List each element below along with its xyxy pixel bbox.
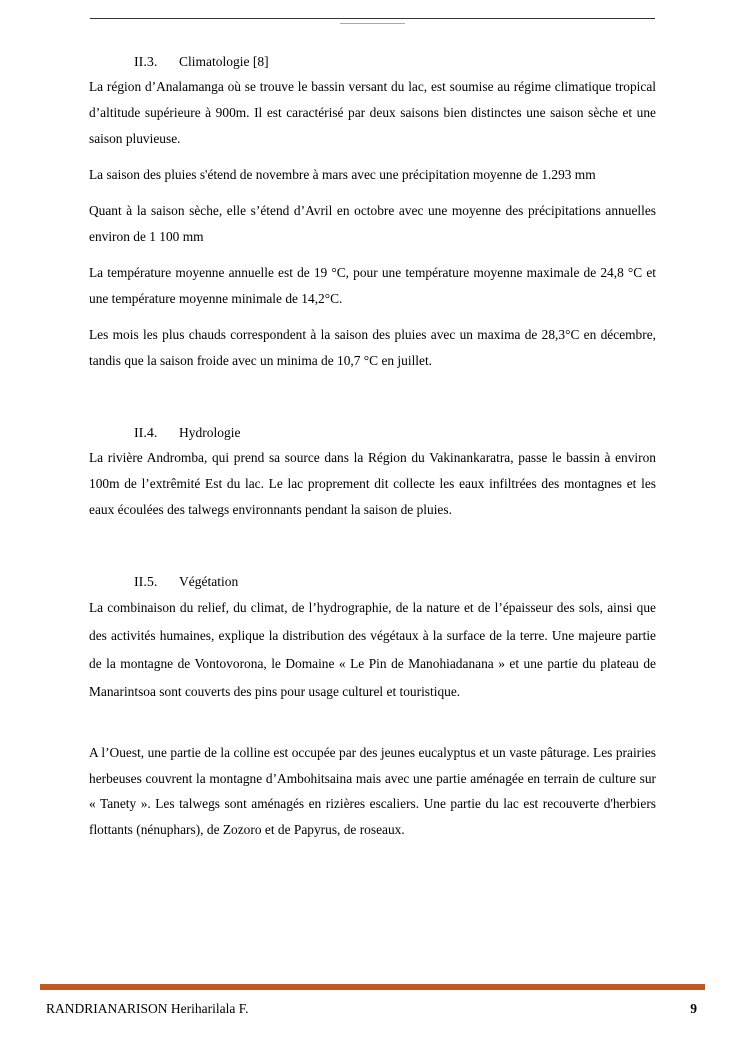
section-number: II.4. [134,426,158,441]
paragraph: La combinaison du relief, du climat, de l’hydrographie, de la nature et de l’épaisseur des sols, ainsi que des activités humaines, explique la distribution des végétaux à la surface de la terre. Une majeure partie de la montagne de Vontovorona, le Domaine « Le Pin de Manohiadanana » et une partie du plateau de Manarintsoa sont couverts des pins pour usage culturel et touristique. [89,600,656,699]
section-number: II.3. [134,55,158,70]
section-title: Hydrologie [179,425,241,440]
paragraph: La région d’Analamanga où se trouve le bassin versant du lac, est soumise au régime climatique tropical d’altitude supérieure à 900m. Il est caractérisé par deux saisons bien distinctes une saison sèche et une saison pluvieuse. [89,79,656,146]
header-rule-accent [340,23,405,24]
section-title: Végétation [179,574,239,589]
section-title: Climatologie [8] [179,54,269,69]
paragraph: Quant à la saison sèche, elle s’étend d’Avril en octobre avec une moyenne des précipitations annuelles environ de 1 100 mm [89,203,656,244]
section-heading-hydrologie [134,425,241,442]
paragraph: La température moyenne annuelle est de 19 °C, pour une température moyenne maximale de 24,8 °C et une température moyenne minimale de 14,2°C. [89,265,656,306]
section-heading-vegetation [134,574,238,591]
section-heading-climatologie [134,54,269,71]
footer-author: RANDRIANARISON Heriharilala F. [46,1001,249,1016]
paragraph: A l’Ouest, une partie de la colline est occupée par des jeunes eucalyptus et un vaste pâturage. Les prairies herbeuses couvrent la montagne d’Ambohitsaina mais avec une partie aménagée en terrain de culture sur « Tanety ». Les talwegs sont aménagés en rizières escaliers. Une partie du lac est recouverte d'herbiers flottants (nénuphars), de Zozoro et de Papyrus, de roseaux. [89,745,656,837]
paragraph: La saison des pluies s'étend de novembre à mars avec une précipitation moyenne de 1.293 mm [89,167,596,182]
header-rule [90,18,655,19]
footer-rule [40,984,705,990]
paragraph: La rivière Andromba, qui prend sa source dans la Région du Vakinankaratra, passe le bassin à environ 100m de l’extrêmité Est du lac. Le lac proprement dit collecte les eaux infiltrées des montagnes et les eaux écoulées des talwegs environnants pendant la saison de pluies. [89,450,656,517]
section-number: II.5. [134,575,158,590]
paragraph: Les mois les plus chauds correspondent à la saison des pluies avec un maxima de 28,3°C en décembre, tandis que la saison froide avec un minima de 10,7 °C en juillet. [89,327,656,368]
page-number: 9 [690,1001,697,1016]
